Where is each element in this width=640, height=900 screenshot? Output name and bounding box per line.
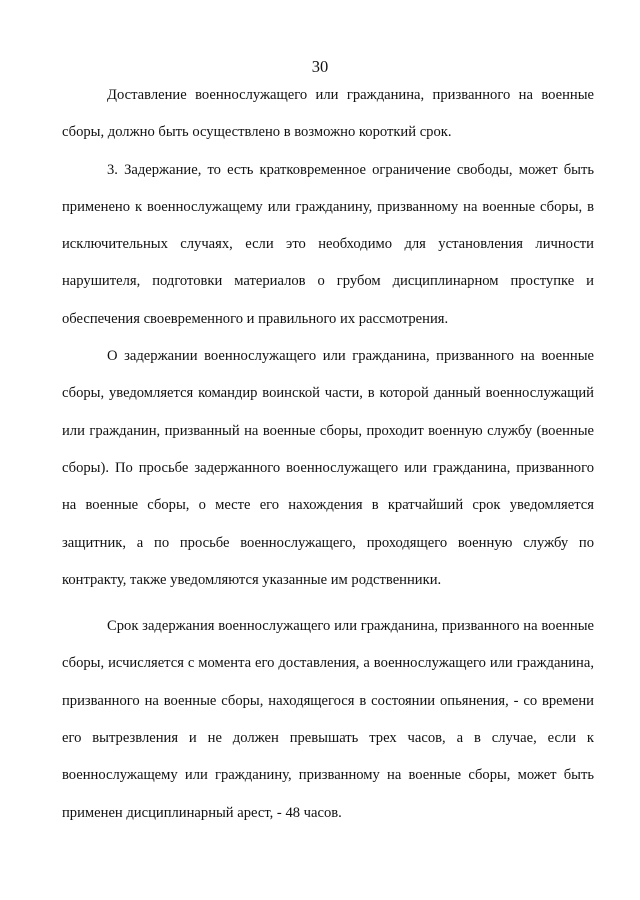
paragraph-delivery-deadline: Доставление военнослужащего или гражданина, призванного на военные сборы, должно быть осуществлено в возможно короткий срок. bbox=[62, 87, 594, 141]
paragraph-detention-term: Срок задержания военнослужащего или гражданина, призванного на военные сборы, исчисляется с момента его доставления, а военнослужащего или гражданина, призванного на военные сборы, находящегося в состоянии опьянения, - со времени его вытрезвления и не должен превышать трех часов, а в случае, если к военнослужащему или гражданину, призванному на военные сборы, может быть применен дисциплинарный арест, - 48 часов. bbox=[62, 618, 594, 821]
document-body bbox=[62, 77, 594, 832]
paragraph-detention-definition: 3. Задержание, то есть кратковременное ограничение свободы, может быть применено к военнослужащему или гражданину, призванному на военные сборы, в исключительных случаях, если это необходимо для установления личности нарушителя, подготовки материалов о грубом дисциплинарном проступке и обеспечения своевременного и правильного их рассмотрения. bbox=[62, 161, 594, 327]
paragraph-detention-notification: О задержании военнослужащего или гражданина, призванного на военные сборы, уведомляется командир воинской части, в которой данный военнослужащий или гражданин, призванный на военные сборы, проходит военную службу (военные сборы). По просьбе задержанного военнослужащего или гражданина, призванного на военные сборы, о месте его нахождения в кратчайший срок уведомляется защитник, а по просьбе военнослужащего, проходящего военную службу по контракту, также уведомляются указанные им родственники. bbox=[62, 348, 594, 588]
page-number: 30 bbox=[311, 57, 329, 76]
